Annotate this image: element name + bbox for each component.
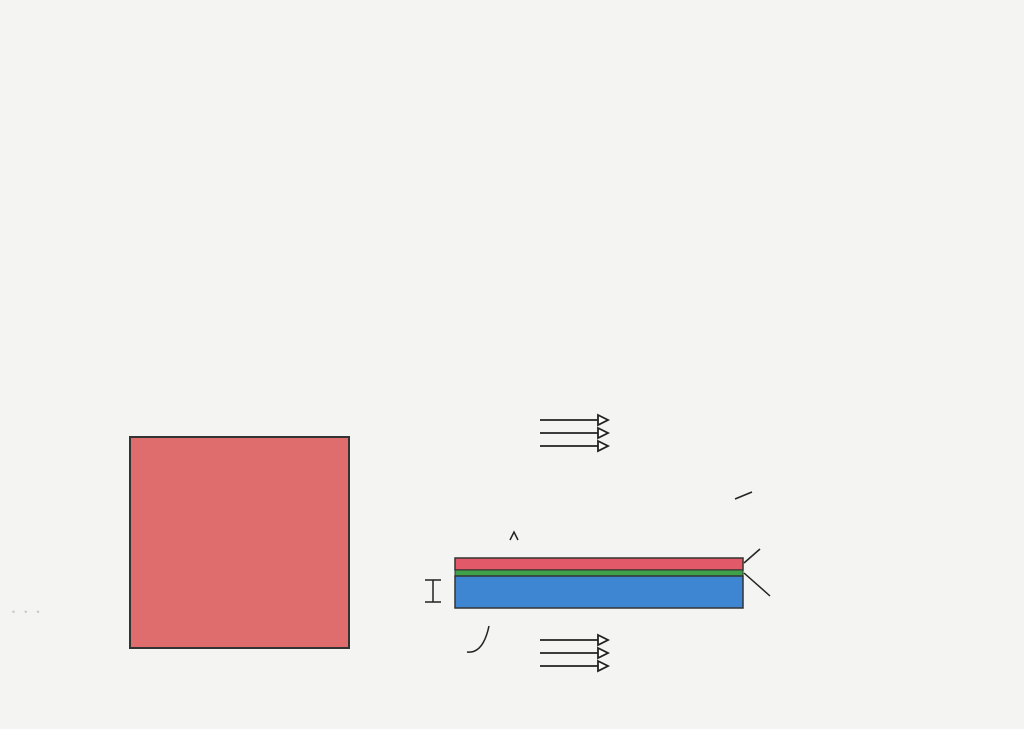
air-flow-arrows (540, 635, 608, 671)
fluid-flow-arrows (540, 415, 608, 451)
contact-resistance-layer (455, 570, 743, 576)
top-view-plate (130, 437, 349, 648)
cpu-layer (455, 558, 743, 570)
circuit-board (455, 576, 743, 608)
bleed-through-text: · · · (10, 600, 42, 624)
